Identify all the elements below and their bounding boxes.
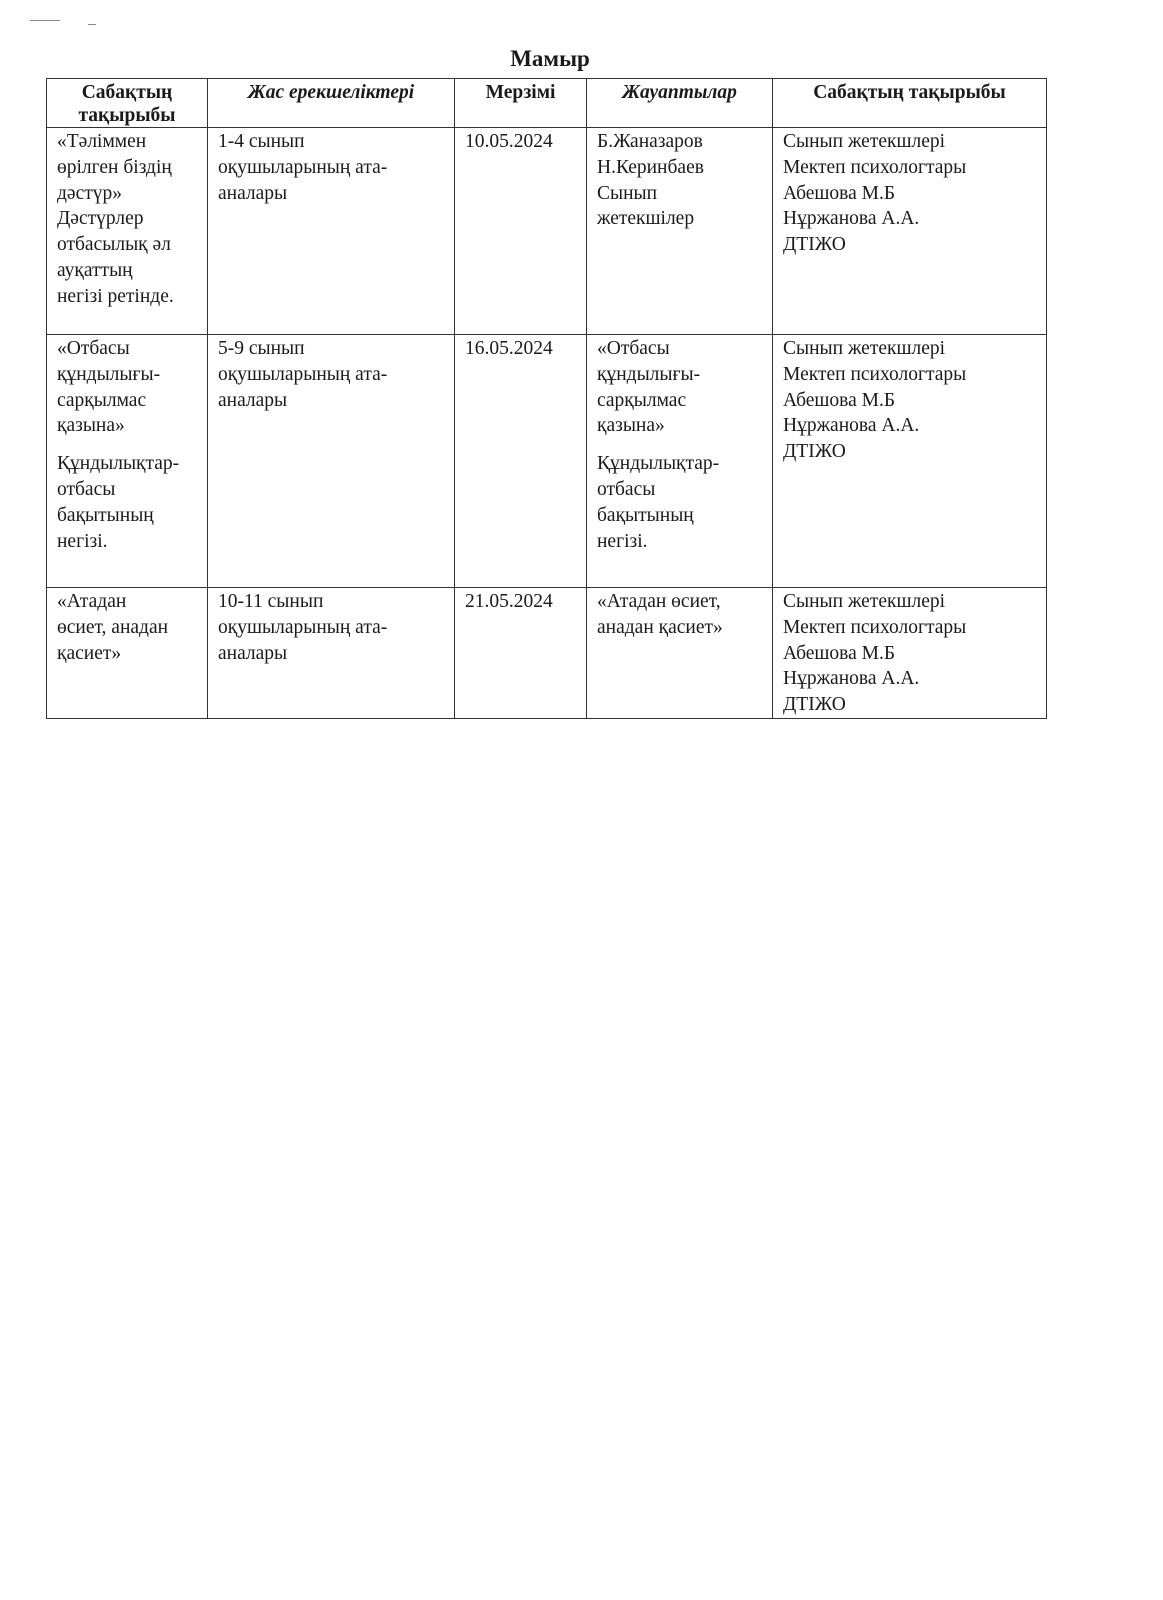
header-age: Жас ерекшеліктері — [208, 79, 455, 128]
scan-artifact — [30, 20, 60, 21]
cell-topic: «Атадан өсиет, анадан қасиет» — [47, 588, 208, 719]
cell-participants: Сынып жетекшлері Мектеп психологтары Абешова М.Б Нұржанова А.А. ДТІЖО — [773, 588, 1047, 719]
cell-date: 10.05.2024 — [455, 128, 587, 335]
scan-artifact — [88, 24, 96, 25]
cell-participants: Сынып жетекшлері Мектеп психологтары Абешова М.Б Нұржанова А.А. ДТІЖО — [773, 128, 1047, 335]
cell-age: 5-9 сынып оқушыларының ата- аналары — [208, 335, 455, 588]
cell-age: 10-11 сынып оқушыларының ата- аналары — [208, 588, 455, 719]
header-responsible: Жауаптылар — [587, 79, 773, 128]
header-participants: Сабақтың тақырыбы — [773, 79, 1047, 128]
cell-date: 21.05.2024 — [455, 588, 587, 719]
table-header-row — [47, 79, 1047, 128]
cell-responsible: «Атадан өсиет, анадан қасиет» — [587, 588, 773, 719]
table-row — [47, 128, 1047, 335]
header-topic: Сабақтың тақырыбы — [47, 79, 208, 128]
cell-participants: Сынып жетекшлері Мектеп психологтары Абешова М.Б Нұржанова А.А. ДТІЖО — [773, 335, 1047, 588]
header-date: Мерзімі — [455, 79, 587, 128]
cell-topic: «Тәліммен өрілген біздің дәстүр» Дәстүрлер отбасылық әл ауқаттың негізі ретінде. — [47, 128, 208, 335]
cell-age: 1-4 сынып оқушыларының ата- аналары — [208, 128, 455, 335]
plan-table — [46, 78, 1047, 719]
table-row — [47, 588, 1047, 719]
cell-date: 16.05.2024 — [455, 335, 587, 588]
cell-responsible: «Отбасы құндылығы- сарқылмас қазына» Құндылықтар- отбасы бақытының негізі. — [587, 335, 773, 588]
table-row — [47, 335, 1047, 588]
cell-responsible: Б.Жаназаров Н.Керинбаев Сынып жетекшілер — [587, 128, 773, 335]
cell-topic: «Отбасы құндылығы- сарқылмас қазына» Құндылықтар- отбасы бақытының негізі. — [47, 335, 208, 588]
page-title: Мамыр — [510, 46, 590, 71]
